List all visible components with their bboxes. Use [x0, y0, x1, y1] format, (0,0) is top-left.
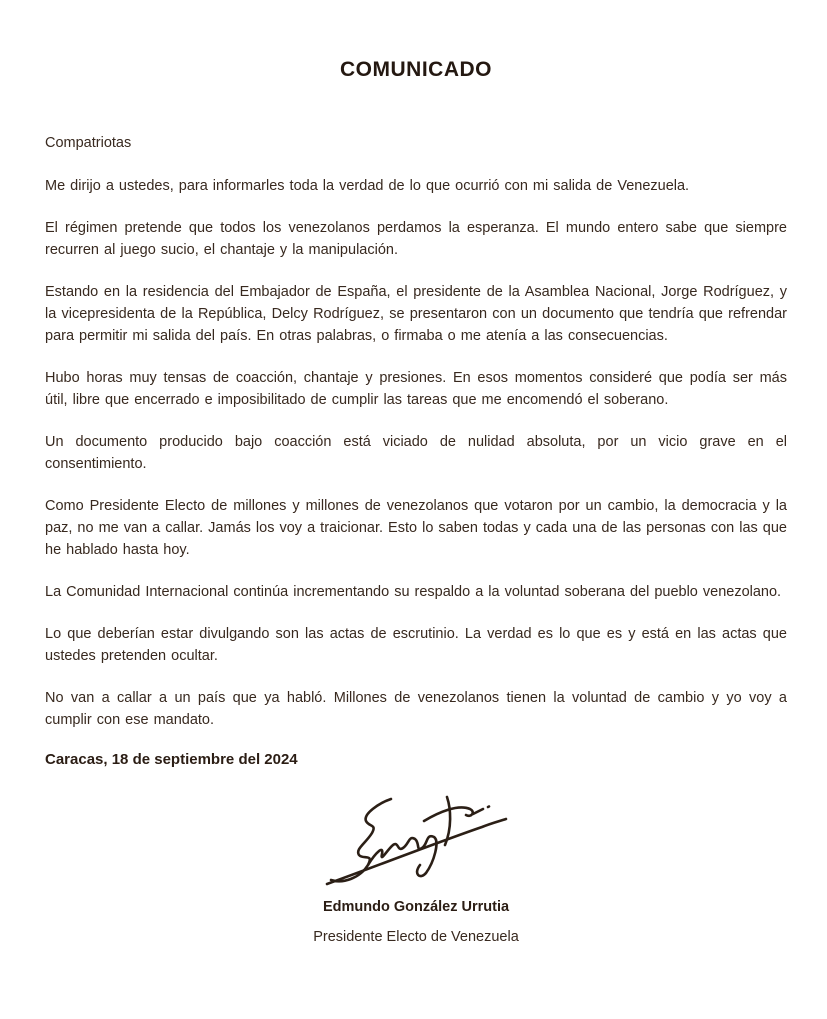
paragraph-1: Me dirijo a ustedes, para informarles toda la verdad de lo que ocurrió con mi salida de Venezuela. [45, 178, 690, 194]
signatory-name: Edmundo González Urrutia [322, 899, 510, 915]
signature-scribble-icon [321, 790, 511, 890]
salutation: Compatriotas [45, 135, 132, 151]
paragraph-2: El régimen pretende que todos los venezolanos perdamos la esperanza. El mundo entero sabe que siempre recurren al juego sucio, el chantaje y la manipulación. [45, 220, 787, 258]
paragraph-8: Lo que deberían estar divulgando son las actas de escrutinio. La verdad es lo que es y está en las actas que ustedes pretenden ocultar. [45, 626, 787, 664]
dateline: Caracas, 18 de septiembre del 2024 [45, 751, 298, 768]
paragraph-3: Estando en la residencia del Embajador de España, el presidente de la Asamblea Nacional, Jorge Rodríguez, y la vicepresidenta de la República, Delcy Rodríguez, se presentaron con un documento que tendría que refrendar para permitir mi salida del país. En otras palabras, o firmaba o me atenía a las consecuencias. [45, 284, 787, 344]
paragraph-4: Hubo horas muy tensas de coacción, chantaje y presiones. En esos momentos consideré que podía ser más útil, libre que encerrado e imposibilitado de cumplir las tareas que me encomendó el soberano. [45, 370, 787, 408]
signatory-role: Presidente Electo de Venezuela [313, 929, 519, 945]
document-title: COMUNICADO [340, 58, 492, 81]
paragraph-9: No van a callar a un país que ya habló. Millones de venezolanos tienen la voluntad de cambio y yo voy a cumplir con ese mandato. [45, 690, 787, 728]
paragraph-6: Como Presidente Electo de millones y millones de venezolanos que votaron por un cambio, la democracia y la paz, no me van a callar. Jamás los voy a traicionar. Esto lo saben todas y cada una de las personas con las que he hablado hasta hoy. [45, 498, 787, 558]
paragraph-7: La Comunidad Internacional continúa incrementando su respaldo a la voluntad soberana del pueblo venezolano. [45, 584, 782, 600]
signature-block [45, 790, 787, 945]
paragraph-5: Un documento producido bajo coacción está viciado de nulidad absoluta, por un vicio grave en el consentimiento. [45, 434, 787, 472]
